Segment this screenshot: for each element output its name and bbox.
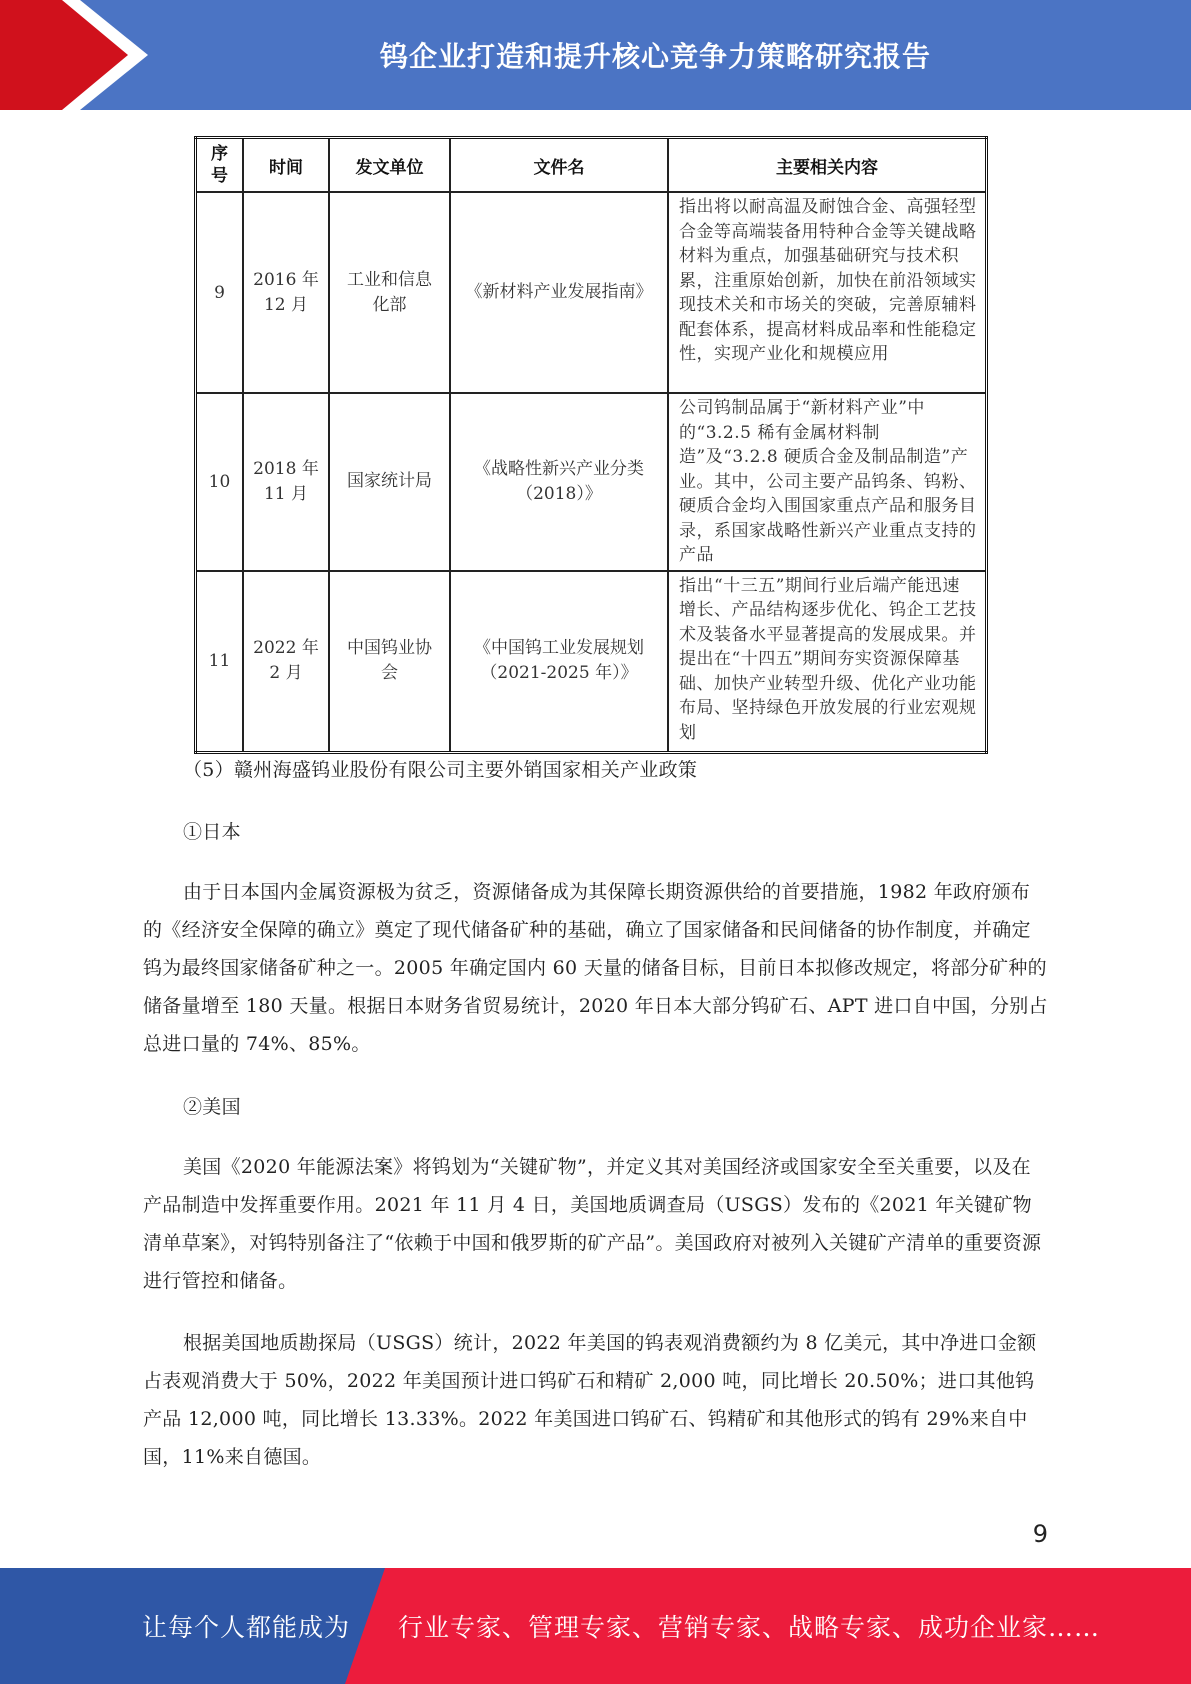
cell-file: 《新材料产业发展指南》 xyxy=(450,192,668,393)
cell-content: 指出将以耐高温及耐蚀合金、高强轻型合金等高端装备用特种合金等关键战略材料为重点，加强基础研究与技术积累，注重原始创新，加快在前沿领域实现技术关和市场关的突破，完善原辅料配套体系，提高材料成品率和性能稳定性，实现产业化和规模应用 xyxy=(668,192,987,393)
table-row xyxy=(196,393,987,571)
policy-table xyxy=(194,136,988,754)
table-row xyxy=(196,571,987,753)
header-content: 主要相关内容 xyxy=(668,138,987,193)
japan-heading: ①日本 xyxy=(183,821,241,843)
cell-dept: 工业和信息 化部 xyxy=(329,192,450,393)
usa-paragraph-2: 根据美国地质勘探局（USGS）统计，2022 年美国的钨表观消费额约为 8 亿美元，其中净进口金额占表观消费大于 50%，2022 年美国预计进口钨矿石和精矿 2,000 吨，同比增长 20.50%；进口其他钨产品 12,000 吨，同比增长 13.33%。2022 年美国进口钨矿石、钨精矿和其他形式的钨有 29%来自中国，11%来自德国。 xyxy=(143,1332,1037,1468)
cell-no: 11 xyxy=(196,571,244,753)
cell-dept: 中国钨业协 会 xyxy=(329,571,450,753)
usa-paragraph-1: 美国《2020 年能源法案》将钨划为“关键矿物”，并定义其对美国经济或国家安全至关重要，以及在产品制造中发挥重要作用。2021 年 11 月 4 日，美国地质调查局（USGS）发布的《2021 年关键矿物清单草案》，对钨特别备注了“依赖于中国和俄罗斯的矿产品”。美国政府对被列入关键矿产清单的重要资源进行管控和储备。 xyxy=(143,1156,1042,1292)
cell-file: 《战略性新兴产业分类 （2018）》 xyxy=(450,393,668,571)
header-file: 文件名 xyxy=(450,138,668,193)
usa-heading: ②美国 xyxy=(183,1096,241,1118)
page-footer xyxy=(0,1568,1191,1684)
cell-time: 2016 年 12 月 xyxy=(243,192,329,393)
page-number: 9 xyxy=(1032,1520,1048,1548)
cell-dept: 国家统计局 xyxy=(329,393,450,571)
cell-content: 公司钨制品属于“新材料产业”中的“3.2.5 稀有金属材料制造”及“3.2.8 硬质合金及制品制造”产业。其中，公司主要产品钨条、钨粉、硬质合金均入围国家重点产品和服务目录，系国家战略性新兴产业重点支持的产品 xyxy=(668,393,987,571)
report-title: 钨企业打造和提升核心竞争力策略研究报告 xyxy=(379,40,931,73)
header-arrow-decoration xyxy=(0,0,160,110)
cell-content: 指出“十三五”期间行业后端产能迅速增长、产品结构逐步优化、钨企工艺技术及装备水平显著提高的发展成果。并提出在“十四五”期间夯实资源保障基础、加快产业转型升级、优化产业功能布局、坚持绿色开放发展的行业宏观规划 xyxy=(668,571,987,753)
header-no: 序 号 xyxy=(196,138,244,193)
page-header xyxy=(0,0,1191,110)
table-row xyxy=(196,192,987,393)
japan-paragraph: 由于日本国内金属资源极为贫乏，资源储备成为其保障长期资源供给的首要措施，1982 年政府颁布的《经济安全保障的确立》奠定了现代储备矿种的基础，确立了国家储备和民间储备的协作制度，并确定钨为最终国家储备矿种之一。2005 年确定国内 60 天量的储备目标，目前日本拟修改规定，将部分矿种的储备量增至 180 天量。根据日本财务省贸易统计，2020 年日本大部分钨矿石、APT 进口自中国，分别占总进口量的 74%、85%。 xyxy=(143,881,1048,1055)
footer-slogan-left: 让每个人都能成为 xyxy=(142,1613,351,1642)
cell-file: 《中国钨工业发展规划 （2021-2025 年）》 xyxy=(450,571,668,753)
cell-time: 2018 年 11 月 xyxy=(243,393,329,571)
header-dept: 发文单位 xyxy=(329,138,450,193)
header-time: 时间 xyxy=(243,138,329,193)
footer-slogan-right: 行业专家、管理专家、营销专家、战略专家、成功企业家…… xyxy=(398,1613,1101,1642)
cell-no: 10 xyxy=(196,393,244,571)
table-header-row xyxy=(196,138,987,193)
cell-time: 2022 年 2 月 xyxy=(243,571,329,753)
cell-no: 9 xyxy=(196,192,244,393)
section-title: （5）赣州海盛钨业股份有限公司主要外销国家相关产业政策 xyxy=(183,759,698,781)
